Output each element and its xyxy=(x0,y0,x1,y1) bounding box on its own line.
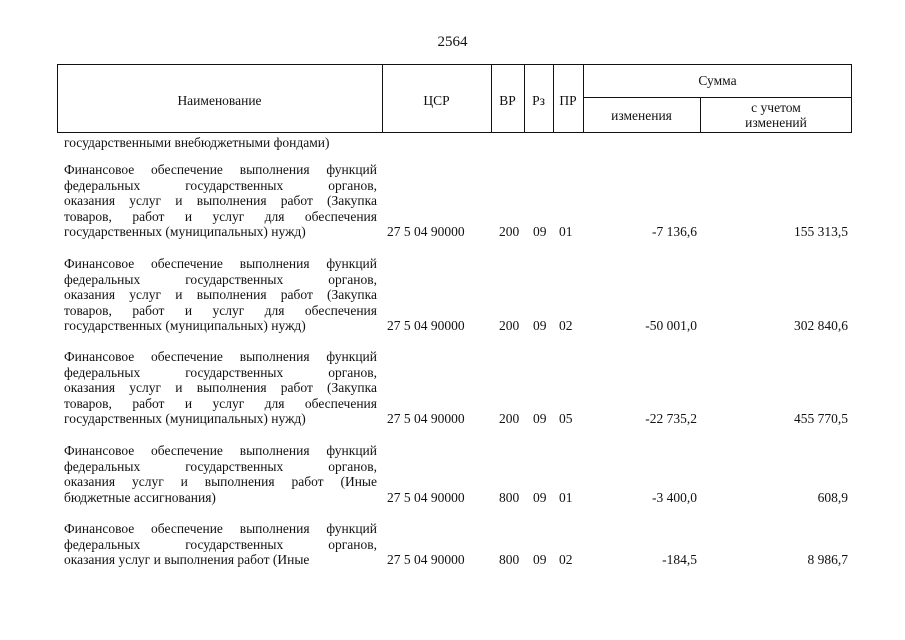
row-pr: 01 xyxy=(559,489,573,505)
row-csr: 27 5 04 90000 xyxy=(387,552,465,568)
row-name-line: оказания услуг и выполнения работ (Иные xyxy=(64,474,377,490)
row-name-line: Финансовое обеспечение выполнения функций xyxy=(64,349,377,364)
row-s-uchetom: 8 986,7 xyxy=(807,552,848,568)
row-name-line: государственных (муниципальных) нужд) xyxy=(64,411,306,427)
row-csr: 27 5 04 90000 xyxy=(387,318,465,334)
row-s-uchetom: 608,9 xyxy=(817,489,848,505)
row-name xyxy=(64,521,377,568)
header-summa: Сумма xyxy=(698,73,737,88)
row-name-line: товаров, работ и услуг для обеспечения xyxy=(64,302,377,318)
row-vr: 200 xyxy=(499,318,520,334)
row-name-line: бюджетные ассигнования) xyxy=(64,489,216,505)
row-name-line: государственных (муниципальных) нужд) xyxy=(64,318,306,334)
header-name: Наименование xyxy=(177,93,262,108)
row-rz: 09 xyxy=(533,318,547,334)
row-name-line: федеральных государственных органов, xyxy=(64,458,377,474)
header-s-uchetom xyxy=(700,100,852,130)
row-name-line: федеральных государственных органов, xyxy=(64,271,377,287)
row-s-uchetom: 155 313,5 xyxy=(794,224,848,240)
row-name-line: Финансовое обеспечение выполнения функций xyxy=(64,162,377,177)
header-rz: Рз xyxy=(532,93,545,108)
row-vr: 800 xyxy=(499,552,520,568)
row-name-line: товаров, работ и услуг для обеспечения xyxy=(64,208,377,224)
row-izmeneniya: -7 136,6 xyxy=(652,224,697,240)
row-rz: 09 xyxy=(533,224,547,240)
row-name-line: Финансовое обеспечение выполнения функций xyxy=(64,521,377,536)
row-name-line: Финансовое обеспечение выполнения функций xyxy=(64,256,377,271)
header-pr: ПР xyxy=(559,93,577,108)
header-divider xyxy=(583,97,852,98)
header-csr: ЦСР xyxy=(423,93,450,108)
row-name-line: товаров, работ и услуг для обеспечения xyxy=(64,395,377,411)
row-pr: 01 xyxy=(559,224,573,240)
row-pr: 02 xyxy=(559,318,573,334)
row-vr: 800 xyxy=(499,489,520,505)
row-name-line: Финансовое обеспечение выполнения функций xyxy=(64,443,377,458)
page-number: 2564 xyxy=(437,34,468,50)
row-izmeneniya: -50 001,0 xyxy=(645,318,697,334)
row-rz: 09 xyxy=(533,552,547,568)
row-name-line: государственных (муниципальных) нужд) xyxy=(64,224,306,240)
row-izmeneniya: -3 400,0 xyxy=(652,489,697,505)
row-vr: 200 xyxy=(499,224,520,240)
row-csr: 27 5 04 90000 xyxy=(387,489,465,505)
row-name xyxy=(64,443,377,505)
row-vr: 200 xyxy=(499,411,520,427)
header-vr: ВР xyxy=(499,93,516,108)
row-izmeneniya: -22 735,2 xyxy=(645,411,697,427)
header-s-uchetom-line2: изменений xyxy=(745,115,807,130)
row-rz: 09 xyxy=(533,411,547,427)
row-izmeneniya: -184,5 xyxy=(662,552,697,568)
row-rz: 09 xyxy=(533,489,547,505)
continuation-text: государственными внебюджетными фондами) xyxy=(64,135,330,150)
row-s-uchetom: 302 840,6 xyxy=(794,318,848,334)
row-name xyxy=(64,162,377,240)
row-pr: 02 xyxy=(559,552,573,568)
row-s-uchetom: 455 770,5 xyxy=(794,411,848,427)
row-name-line: федеральных государственных органов, xyxy=(64,364,377,380)
row-name-line: оказания услуг и выполнения работ (Иные xyxy=(64,552,310,568)
row-csr: 27 5 04 90000 xyxy=(387,224,465,240)
row-name-line: федеральных государственных органов, xyxy=(64,177,377,193)
header-s-uchetom-line1: с учетом xyxy=(751,100,801,115)
row-csr: 27 5 04 90000 xyxy=(387,411,465,427)
row-name-line: оказания услуг и выполнения работ (Закупка xyxy=(64,287,377,303)
row-name-line: федеральных государственных органов, xyxy=(64,536,377,552)
row-name xyxy=(64,349,377,427)
row-name xyxy=(64,256,377,334)
row-pr: 05 xyxy=(559,411,573,427)
row-name-line: оказания услуг и выполнения работ (Закупка xyxy=(64,193,377,209)
row-name-line: оказания услуг и выполнения работ (Закупка xyxy=(64,380,377,396)
header-izmeneniya: изменения xyxy=(611,108,672,123)
